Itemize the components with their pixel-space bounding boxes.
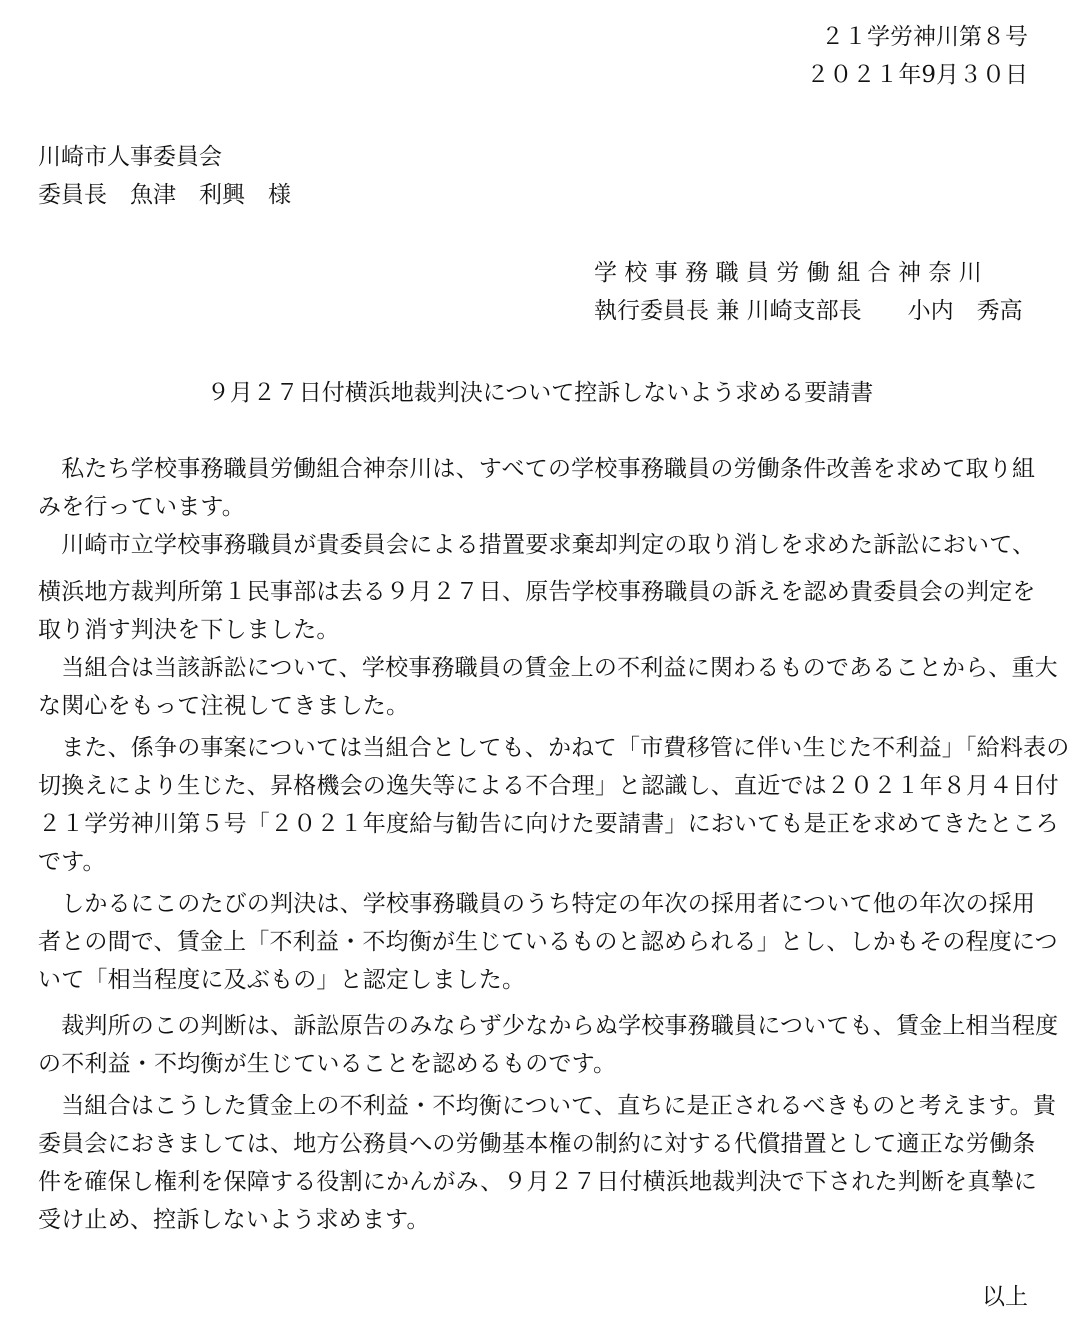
body-line: な関心をもって注視してきました。 bbox=[38, 693, 410, 719]
body-line: みを行っています。 bbox=[38, 494, 245, 520]
document-number: ２１学労神川第８号 bbox=[821, 24, 1028, 50]
page-title: ９月２７日付横浜地裁判決について控訴しないよう求める要請書 bbox=[206, 380, 874, 406]
body-line: の不利益・不均衡が生じていることを認めるものです。 bbox=[38, 1051, 617, 1077]
body-line: 取り消す判決を下しました。 bbox=[38, 617, 340, 643]
body-line: また、係争の事案については当組合としても、かねて「市費移管に伴い生じた不利益」「給料表の bbox=[38, 735, 1070, 761]
body-line: 者との間で、賃金上「不利益・不均衡が生じているものと認められる」とし、しかもその程度につ bbox=[38, 929, 1058, 955]
body-line: 横浜地方裁判所第１民事部は去る９月２７日、原告学校事務職員の訴えを認め貴委員会の判定を bbox=[38, 579, 1036, 605]
body-line: 件を確保し権利を保障する役割にかんがみ、９月２７日付横浜地裁判決で下された判断を真摯に bbox=[38, 1169, 1037, 1195]
recipient-organization: 川崎市人事委員会 bbox=[38, 144, 222, 170]
body-line: 受け止め、控訴しないよう求めます。 bbox=[38, 1207, 430, 1233]
recipient-name: 委員長 魚津 利興 様 bbox=[38, 182, 291, 208]
body-line: 委員会におきましては、地方公務員への労働基本権の制約に対する代償措置として適正な労働条 bbox=[38, 1131, 1036, 1157]
body-line: 当組合はこうした賃金上の不利益・不均衡について、直ちに是正されるべきものと考えます。貴 bbox=[38, 1093, 1057, 1119]
body-line: 当組合は当該訴訟について、学校事務職員の賃金上の不利益に関わるものであることから、重大 bbox=[38, 655, 1058, 681]
body-line: ２１学労神川第５号「２０２１年度給与勧告に向けた要請書」においても是正を求めてきたところ bbox=[38, 811, 1059, 837]
body-line: 切換えにより生じた、昇格機会の逸失等による不合理」と認識し、直近では２０２１年８月４日付 bbox=[38, 773, 1059, 799]
sender-organization: 学校事務職員労働組合神奈川 bbox=[594, 260, 990, 286]
body-line: 私たち学校事務職員労働組合神奈川は、すべての学校事務職員の労働条件改善を求めて取り組 bbox=[38, 456, 1036, 482]
sender-name: 執行委員長 兼 川崎支部長 小内 秀高 bbox=[594, 298, 1023, 324]
closing-text: 以上 bbox=[982, 1284, 1028, 1310]
document-date: ２０２１年9月３０日 bbox=[806, 62, 1028, 88]
body-line: しかるにこのたびの判決は、学校事務職員のうち特定の年次の採用者について他の年次の採用 bbox=[38, 891, 1036, 917]
body-line: いて「相当程度に及ぶもの」と認定しました。 bbox=[38, 967, 526, 993]
body-line: 川崎市立学校事務職員が貴委員会による措置要求棄却判定の取り消しを求めた訴訟において、 bbox=[38, 532, 1036, 558]
body-line: です。 bbox=[38, 849, 106, 875]
body-line: 裁判所のこの判断は、訴訟原告のみならず少なからぬ学校事務職員についても、賃金上相当程度 bbox=[38, 1013, 1059, 1039]
